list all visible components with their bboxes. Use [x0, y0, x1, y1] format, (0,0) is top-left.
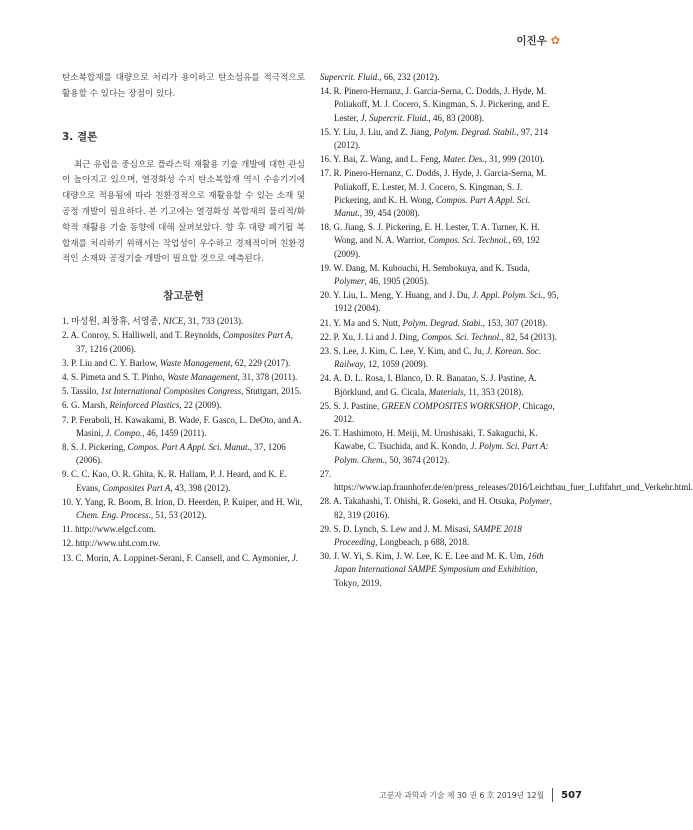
reference-details: , 11, 353 (2018).	[463, 386, 524, 397]
reference-details: , 31, 378 (2011).	[237, 371, 298, 382]
reference-details: , 43, 398 (2012).	[170, 482, 231, 493]
reference-details: , 22 (2009).	[179, 400, 222, 411]
reference-number: 16.	[320, 154, 332, 165]
reference-authors: http://www.elgcf.com.	[75, 524, 156, 535]
reference-source: Reinforced Plastics	[109, 400, 180, 411]
reference-number: 6.	[62, 400, 69, 411]
reference-number: 20.	[320, 290, 332, 301]
reference-number: 11.	[62, 524, 73, 535]
reference-authors: A. Conroy, S. Halliwell, and T. Reynolds,	[70, 330, 223, 341]
journal-info: 고분자 과학과 기술 제 30 권 6 호 2019년 12월	[379, 790, 545, 800]
reference-details: , 39, 454 (2008).	[359, 208, 420, 219]
reference-authors: S. J. Pickering,	[71, 442, 128, 452]
reference-source: Polymer	[334, 276, 365, 287]
reference-authors: Y. Liu, L. Meng, Y. Huang, and J. Du,	[333, 290, 473, 301]
reference-number: 28.	[320, 496, 332, 507]
reference-authors: Y. Bai, Z. Wang, and L. Feng,	[333, 154, 443, 165]
reference-source: Polymer	[519, 496, 550, 507]
reference-details: , 50, 3674 (2012).	[384, 454, 450, 465]
reference-item	[62, 523, 305, 536]
reference-item	[320, 153, 560, 166]
reference-authors: C. Morin, A. Loppinet-Serani, F. Cansell, and C. Aymonier,	[75, 552, 292, 563]
reference-details: , 46, 1459 (2011).	[142, 427, 207, 438]
reference-authors: S. Pimeta and S. T. Pinho,	[71, 371, 168, 382]
reference-authors: Y. Liu, J. Liu, and Z. Jiang,	[333, 126, 434, 137]
reference-authors: S. D. Lynch, S. Lew and J. M. Misasi,	[333, 523, 473, 534]
reference-details: , 46, 1905 (2005).	[364, 276, 429, 287]
reference-number: 7.	[62, 414, 69, 425]
right-column	[320, 71, 693, 591]
reference-source: GREEN COMPOSITES WORKSHOP	[381, 400, 519, 411]
page-number: 507	[561, 789, 582, 801]
reference-source: J. Supercrit. Fluid.	[360, 112, 429, 123]
reference-item	[320, 331, 560, 344]
reference-authors: 마성원, 최창휴, 서영종,	[71, 316, 163, 327]
reference-number: 3.	[62, 357, 69, 368]
reference-authors: C. C. Kao, O. R. Ghita, K. R. Hallam, P. J. Heard, and K. E. Evans,	[71, 469, 287, 493]
reference-authors: Y. Ma and S. Nutt,	[333, 317, 403, 328]
reference-authors: A. Takahashi, T. Ohishi, R. Goseki, and H. Otsuka,	[333, 496, 520, 507]
reference-source: NICE	[162, 316, 184, 327]
reference-number: 19.	[320, 262, 332, 273]
reference-number: 27.	[320, 468, 332, 479]
reference-number: 9.	[62, 469, 69, 480]
reference-authors: P. Liu and C. Y. Barlow,	[71, 357, 160, 368]
reference-number: 12.	[62, 538, 74, 549]
reference-number: 15.	[320, 126, 332, 137]
reference-details: , 37, 1216 (2006).	[76, 330, 293, 354]
reference-item	[62, 315, 305, 328]
reference-details: , Tokyo, 2019.	[334, 564, 538, 588]
reference-authors: G. Marsh,	[71, 400, 110, 411]
reference-number: 13.	[62, 552, 74, 563]
reference-source: Polym. Degrad. Stabi.	[402, 317, 483, 328]
reference-item	[320, 85, 560, 125]
reference-source: Compos. Part A Appl. Sci. Manut.	[127, 442, 250, 452]
reference-details: , 51, 53 (2012).	[150, 510, 207, 521]
reference-item	[320, 167, 560, 220]
reference-number: 23.	[320, 346, 332, 357]
reference-details: , 31, 999 (2010).	[484, 154, 545, 165]
reference-number: 14.	[320, 86, 332, 97]
reference-item	[62, 371, 305, 384]
reference-authors: http://www.uht.com.tw.	[75, 538, 161, 549]
reference-source: J. Compo.	[105, 427, 143, 438]
reference-item	[320, 468, 693, 494]
reference-authors: Y. Yang, R. Boom, B. Irion, D. Heerden, P. Kuiper, and H. Wit,	[75, 496, 303, 507]
reference-authors: R. Pinero-Hernanz, J. Garcia-Serna, C. Dodds, J. Hyde, M. Poliakoff, M. J. Cocero, S. Kingman, S. J. Pickering, and E. Lester,	[333, 86, 550, 123]
reference-source: Waste Management	[159, 357, 231, 368]
references-title: 참고문헌	[163, 290, 204, 303]
reference-number: 10.	[62, 496, 74, 507]
reference-authors: R. Pinero-Hernanz, C. Dodds, J. Hyde, J. Garcia-Serna, M. Poliakoff, E. Lester, M. J. Cocero, S. Kingman, S. J. Pickering, and K. H. Wong,	[333, 168, 547, 205]
reference-source: Waste Management	[167, 371, 238, 382]
reference-item	[320, 550, 560, 590]
reference-item	[320, 126, 560, 152]
reference-source: Compos. Part A Appl. Sci. Manut.	[334, 194, 531, 219]
reference-item	[62, 552, 305, 565]
reference-source: Composites Part A	[222, 330, 291, 341]
reference-details: , Longbeach, p 688, 2018.	[375, 536, 470, 547]
reference-item	[320, 262, 560, 288]
reference-number: 26.	[320, 428, 332, 439]
reference-details: , 46, 83 (2008).	[428, 112, 485, 123]
reference-source: Supercrit. Fluid.	[320, 72, 380, 82]
reference-details: , 37, 1206 (2006).	[76, 442, 286, 466]
reference-source: J.	[291, 552, 299, 563]
reference-authors: Tassilo,	[70, 386, 101, 397]
reference-number: 29.	[320, 523, 332, 534]
reference-source: Chem. Eng. Process.	[76, 510, 151, 521]
reference-details: , 12, 1059 (2009).	[363, 359, 428, 370]
reference-source: J. Polym. Sci. Part A: Polym. Chem.	[334, 441, 549, 465]
reference-authors: T. Hashimoto, H. Meiji, M. Urushisaki, T. Sakaguchi, K. Kawabe, C. Tsuchida, and K. Kondo,	[333, 428, 538, 452]
reference-details: , 82, 54 (2013).	[501, 331, 557, 342]
reference-number: 5.	[62, 386, 69, 397]
reference-source: 1st International Composites Congress	[100, 386, 242, 397]
reference-details: , 95, 1912 (2004).	[334, 290, 559, 314]
reference-source: Polym. Degrad. Stabil.	[433, 126, 517, 137]
footer-divider	[552, 788, 553, 802]
reference-source: Compos. Sci. Technol.	[421, 331, 502, 342]
reference-item	[320, 71, 560, 84]
reference-details: , 97, 214 (2012).	[334, 126, 548, 151]
left-column	[62, 71, 305, 566]
reference-details: , 69, 192 (2009).	[334, 235, 540, 259]
reference-source: Mater. Des.	[442, 154, 485, 165]
conclusion-paragraph: 최근 유럽을 중심으로 플라스틱 재활용 기술 개발에 대한 관심이 높아지고 있으며, 열경화성 수지 탄소복합재 역시 수송기기에 대량으로 적용됨에 따라 친환경적으로 재활용할 수 있는 소재 및 공정 개발이 필요하다. 본 기고에는 열경화성 복합재의 물리적/화학적 재활용 기술 동향에 대해 살펴보았다. 향 후 대량 폐기될 복합재를 처리하기 위해서는 작업성이 우수하고 경제적이며 친환경적인 소재와 공정기술 개발이 필요할 것으로 예측된다.	[62, 159, 305, 265]
reference-authors: P. Xu, J. Li and J. Ding,	[333, 331, 422, 342]
reference-details: , 82, 319 (2016).	[334, 496, 552, 520]
reference-authors: S. J. Pastine,	[333, 400, 382, 411]
reference-item	[320, 523, 560, 549]
author-header	[516, 33, 560, 48]
reference-item	[62, 468, 305, 494]
reference-number: 17.	[320, 168, 332, 179]
reference-number: 1.	[62, 316, 69, 327]
reference-source: Composites Part A	[102, 482, 171, 493]
reference-source: J. Korean. Soc. Railway	[334, 346, 542, 370]
reference-authors: A. D. L. Rosa, I. Blanco, D. R. Banatao, S. J. Pastine, A. Björklund, and G. Cicala,	[333, 373, 537, 397]
continuation-paragraph: 탄소복합재를 대량으로 처리가 용이하고 탄소섬유를 적극적으로 활용할 수 있다는 장점이 있다.	[62, 73, 305, 99]
reference-details: , 153, 307 (2018).	[482, 317, 548, 328]
reference-item	[320, 372, 560, 398]
reference-authors: P. Feraboli, H. Kawakami, B. Wade, F. Gasco, L. DeOto, and A. Masini,	[71, 414, 302, 438]
reference-number: 21.	[320, 317, 332, 328]
reference-item	[320, 317, 560, 330]
reference-number: 4.	[62, 371, 69, 382]
reference-details: , 62, 229 (2017).	[230, 357, 291, 368]
reference-details: , 31, 733 (2013).	[183, 316, 244, 327]
section-title-conclusion: 3. 결론	[62, 130, 98, 143]
reference-number: 24.	[320, 373, 332, 384]
reference-source: J. Appl. Polym. Sci.	[472, 290, 543, 301]
reference-item	[320, 289, 560, 315]
references-list-left	[62, 315, 305, 565]
reference-item	[320, 427, 560, 467]
reference-item	[320, 495, 560, 521]
reference-item	[62, 414, 305, 440]
reference-item	[320, 221, 560, 261]
reference-source: SAMPE 2018 Proceeding	[334, 523, 522, 547]
reference-item	[320, 400, 560, 426]
reference-source: Materials	[428, 386, 464, 397]
reference-authors: https://www.iap.fraunhofer.de/en/press_releases/2016/Leichtbau_fuer_Luftfahrt_und_Verkehr.html.	[334, 482, 693, 493]
reference-item	[62, 329, 305, 355]
references-list-right	[320, 71, 693, 590]
reference-number: 30.	[320, 551, 332, 562]
reference-item	[320, 345, 560, 371]
reference-details: , 66, 232 (2012).	[379, 72, 440, 82]
reference-number: 2.	[62, 330, 69, 341]
author-name: 이진우	[516, 35, 547, 47]
reference-source: Compos. Sci. Technol.	[428, 235, 509, 246]
reference-authors: S. Lee, J. Kim, C. Lee, Y. Kim, and C. Ju,	[333, 346, 487, 357]
flower-icon: ✿	[550, 34, 560, 47]
reference-authors: J. W. Yi, S. Kim, J. W. Lee, K. E. Lee and M. K. Um,	[333, 551, 528, 562]
reference-number: 22.	[320, 331, 332, 342]
reference-item	[62, 537, 305, 550]
page-footer	[379, 788, 582, 802]
reference-authors: G. Jiang, S. J. Pickering, E. H. Lester, T. A. Turner, K. H. Wong, and N. A. Warrior,	[333, 222, 540, 246]
reference-details: , Chicago, 2012.	[334, 400, 555, 425]
reference-item	[62, 357, 305, 370]
reference-number: 25.	[320, 400, 332, 411]
reference-item	[62, 496, 305, 522]
reference-number: 18.	[320, 222, 332, 233]
reference-number: 8.	[62, 442, 69, 452]
reference-item	[62, 441, 305, 467]
reference-details: , Stuttgart, 2015.	[241, 386, 302, 397]
reference-source: 16th Japan International SAMPE Symposium and Exhibition	[334, 551, 544, 575]
reference-authors: W. Dang, M. Kubouchi, H. Sembokuya, and K. Tsuda,	[333, 262, 530, 273]
reference-item	[62, 385, 305, 398]
reference-item	[62, 399, 305, 412]
